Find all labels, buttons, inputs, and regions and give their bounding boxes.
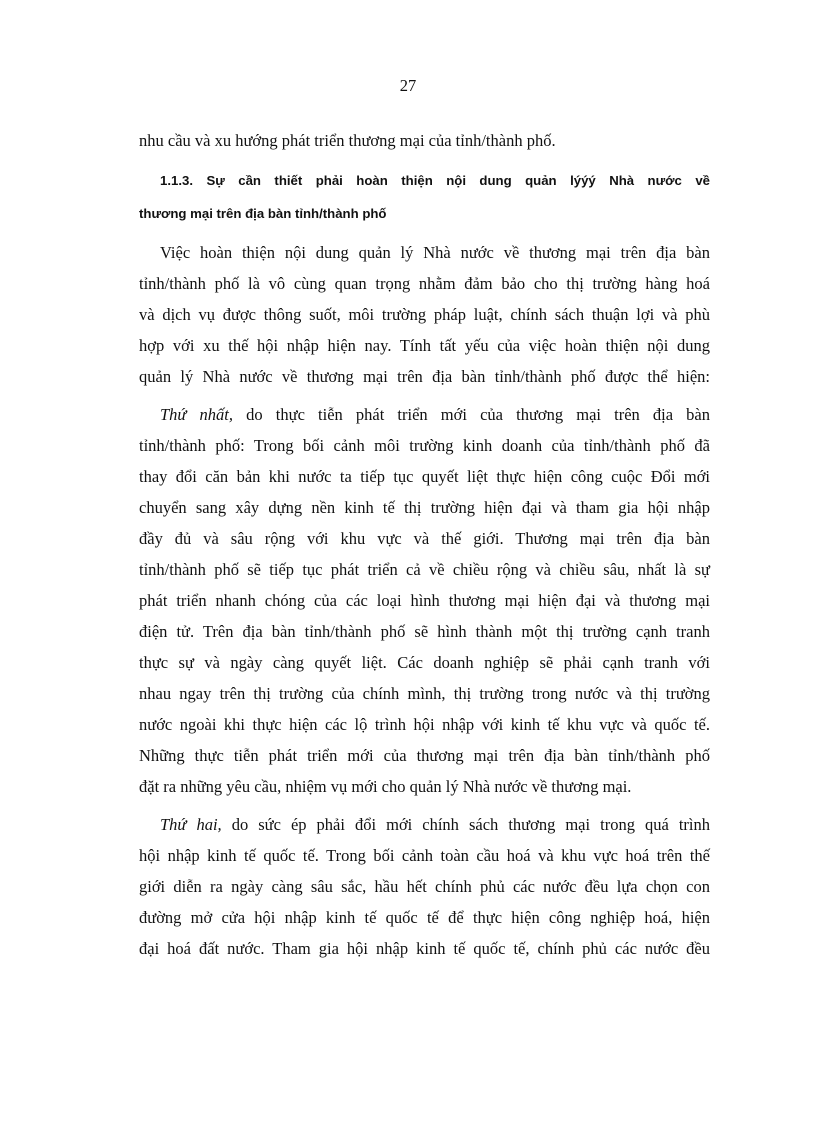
paragraph-2-line: đầy đủ và sâu rộng với khu vực và thế giới. Thương mại trên địa bàn [139, 529, 710, 548]
paragraph-3-line: đường mở cửa hội nhập kinh tế quốc tế để thực hiện công nghiệp hoá, hiện [139, 908, 710, 927]
paragraph-2-line: tỉnh/thành phố: Trong bối cảnh môi trường kinh doanh của tỉnh/thành phố đã [139, 436, 710, 455]
paragraph-1-line: quản lý Nhà nước về thương mại trên địa bàn tỉnh/thành phố được thể hiện: [139, 367, 710, 386]
paragraph-3-first-line-text: do sức ép phải đổi mới chính sách thương mại trong quá trình [221, 815, 710, 834]
paragraph-2-last-line: đặt ra những yêu cầu, nhiệm vụ mới cho quản lý Nhà nước về thương mại. [139, 777, 632, 796]
paragraph-2-line: thay đổi căn bản khi nước ta tiếp tục quyết liệt thực hiện công cuộc Đổi mới [139, 467, 710, 486]
paragraph-2-line: Những thực tiễn phát triển mới của thương mại trên địa bàn tỉnh/thành phố [139, 746, 710, 765]
section-heading-line-2: thương mại trên địa bàn tỉnh/thành phố [139, 206, 387, 221]
paragraph-2-lead: Thứ nhất, [160, 405, 234, 424]
page-number: 27 [399, 76, 417, 95]
paragraph-1 [139, 237, 710, 392]
paragraph-1-line: Việc hoàn thiện nội dung quản lý Nhà nước về thương mại trên địa bàn [160, 243, 710, 262]
paragraph-1-line: và dịch vụ được thông suốt, môi trường pháp luật, chính sách thuận lợi và phù [139, 305, 710, 324]
section-heading-line-1: 1.1.3. Sự cần thiết phải hoàn thiện nội dung quản lýýý Nhà nước về [160, 173, 710, 188]
page-body [139, 125, 710, 964]
paragraph-3 [139, 809, 710, 964]
paragraph-2 [139, 399, 710, 802]
paragraph-2-line: nước ngoài khi thực hiện các lộ trình hội nhập với kinh tế khu vực và quốc tế. [139, 715, 710, 734]
paragraph-3-line: đại hoá đất nước. Tham gia hội nhập kinh tế quốc tế, chính phủ các nước đều [139, 939, 710, 958]
paragraph-3-line: giới diễn ra ngày càng sâu sắc, hầu hết chính phủ các nước đều lựa chọn con [139, 877, 710, 896]
paragraph-3-line: hội nhập kinh tế quốc tế. Trong bối cảnh toàn cầu hoá và khu vực hoá trên thế [139, 846, 710, 865]
paragraph-3-first-line [139, 809, 710, 840]
paragraph-2-line: chuyển sang xây dựng nền kinh tế thị trường hiện đại và tham gia hội nhập [139, 498, 710, 517]
paragraph-1-line: tỉnh/thành phố là vô cùng quan trọng nhằm đảm bảo cho thị trường hàng hoá [139, 274, 710, 293]
paragraph-2-first-line-text: do thực tiễn phát triển mới của thương mại trên địa bàn [233, 405, 711, 424]
paragraph-2-line: phát triển nhanh chóng của các loại hình thương mại hiện đại và thương mại [139, 591, 710, 610]
paragraph-2-line: nhau ngay trên thị trường của chính mình, thị trường trong nước và thị trường [139, 684, 710, 703]
paragraph-2-line: thực sự và ngày càng quyết liệt. Các doanh nghiệp sẽ phải cạnh tranh với [139, 653, 710, 672]
paragraph-2-first-line [139, 399, 710, 430]
paragraph-3-lead: Thứ hai, [160, 815, 222, 834]
intro-line: nhu cầu và xu hướng phát triển thương mại của tỉnh/thành phố. [139, 131, 556, 150]
paragraph-2-line: tỉnh/thành phố sẽ tiếp tục phát triển cả về chiều rộng và chiều sâu, nhất là sự [139, 560, 710, 579]
section-heading [139, 164, 710, 230]
paragraph-1-line: hợp với xu thế hội nhập hiện nay. Tính tất yếu của việc hoàn thiện nội dung [139, 336, 710, 355]
paragraph-2-line: điện tử. Trên địa bàn tỉnh/thành phố sẽ hình thành một thị trường cạnh tranh [139, 622, 710, 641]
